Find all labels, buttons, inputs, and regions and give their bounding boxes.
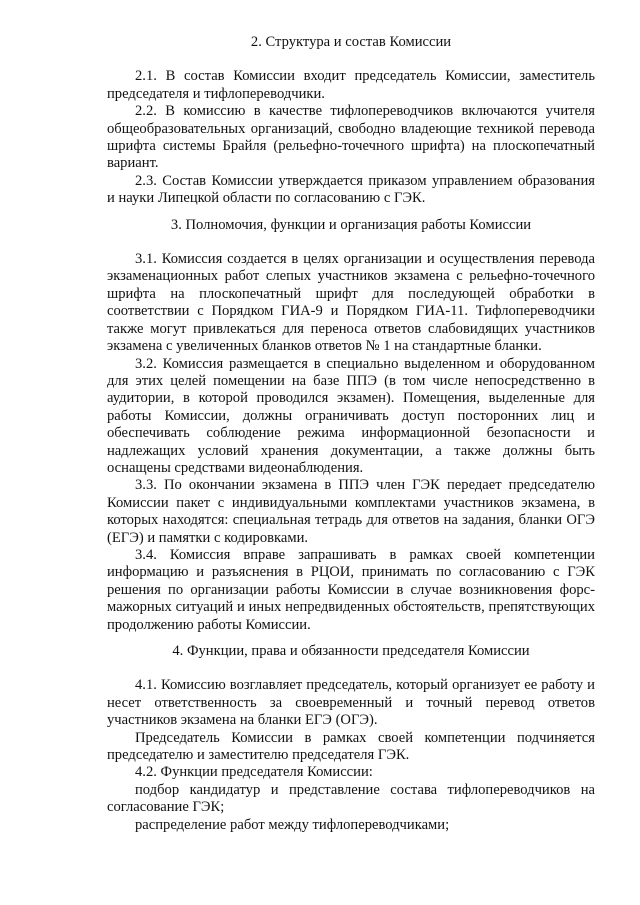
paragraph-2-1: 2.1. В состав Комиссии входит председатель Комиссии, заместитель председателя и тифлопереводчики. — [107, 68, 595, 102]
list-item-distribution: распределение работ между тифлопереводчиками; — [135, 816, 450, 833]
paragraph-3-1: 3.1. Комиссия создается в целях организации и осуществления перевода экзаменационных работ слепых участников экзамена с рельефно-точечного шрифта на плоскопечатный шрифт для последующей обработки в соответствии с Порядком ГИА-9 и Порядком ГИА-11. Тифлопереводчики также могут привлекаться для переноса ответов слабовидящих участников экзамена с увеличенных бланков ответов № 1 на стандартные бланки. — [107, 251, 595, 355]
document-page — [107, 34, 595, 834]
section-4-heading: 4. Функции, права и обязанности председателя Комиссии — [172, 643, 530, 659]
paragraph-2-3: 2.3. Состав Комиссии утверждается приказом управлением образования и науки Липецкой области по согласованию с ГЭК. — [107, 172, 595, 207]
paragraph-2-2: 2.2. В комиссию в качестве тифлопереводчиков включаются учителя общеобразовательных организаций, свободно владеющие техникой перевода шрифта системы Брайля (рельефно-точечного шрифта) на плоскопечатный вариант. — [107, 103, 595, 172]
paragraph-4-2: 4.2. Функции председателя Комиссии: — [135, 764, 373, 781]
paragraph-3-3: 3.3. По окончании экзамена в ППЭ член ГЭК передает председателю Комиссии пакет с индивидуальными комплектами участников экзамена, в которых находятся: специальная тетрадь для ответов на задания, бланки ОГЭ (ЕГЭ) и памятки с кодировками. — [107, 477, 595, 546]
paragraph-3-2: 3.2. Комиссия размещается в специально выделенном и оборудованном для этих целей помещении на базе ППЭ (в том числе непосредственно в аудитории, в которой проводился экзамен). Помещения, выделенные для работы Комиссии, должны ограничивать доступ посторонних лиц и обеспечивать соблюдение режима информационной безопасности и надлежащих условий хранения документации, а также должны быть оснащены средствами видеонаблюдения. — [107, 355, 595, 476]
section-3-heading: 3. Полномочия, функции и организация работы Комиссии — [170, 216, 532, 233]
paragraph-3-4: 3.4. Комиссия вправе запрашивать в рамках своей компетенции информацию и разъяснения в РЦОИ, принимать по согласованию с ГЭК решения по организации работы Комиссии в случае возникновения форс-мажорных ситуаций и иных непредвиденных обстоятельств, препятствующих продолжению работы Комиссии. — [107, 546, 595, 633]
list-item-selection: подбор кандидатур и представление состава тифлопереводчиков на согласование ГЭК; — [107, 781, 595, 816]
section-2-heading: 2. Структура и состав Комиссии — [250, 34, 452, 50]
paragraph-4-1: 4.1. Комиссию возглавляет председатель, который организует ее работу и несет ответственность за своевременный и точный перевод ответов участников экзамена на бланки ЕГЭ (ОГЭ). — [107, 677, 595, 729]
paragraph-4-1-subordination: Председатель Комиссии в рамках своей компетенции подчиняется председателю и заместителю председателя ГЭК. — [107, 729, 595, 764]
